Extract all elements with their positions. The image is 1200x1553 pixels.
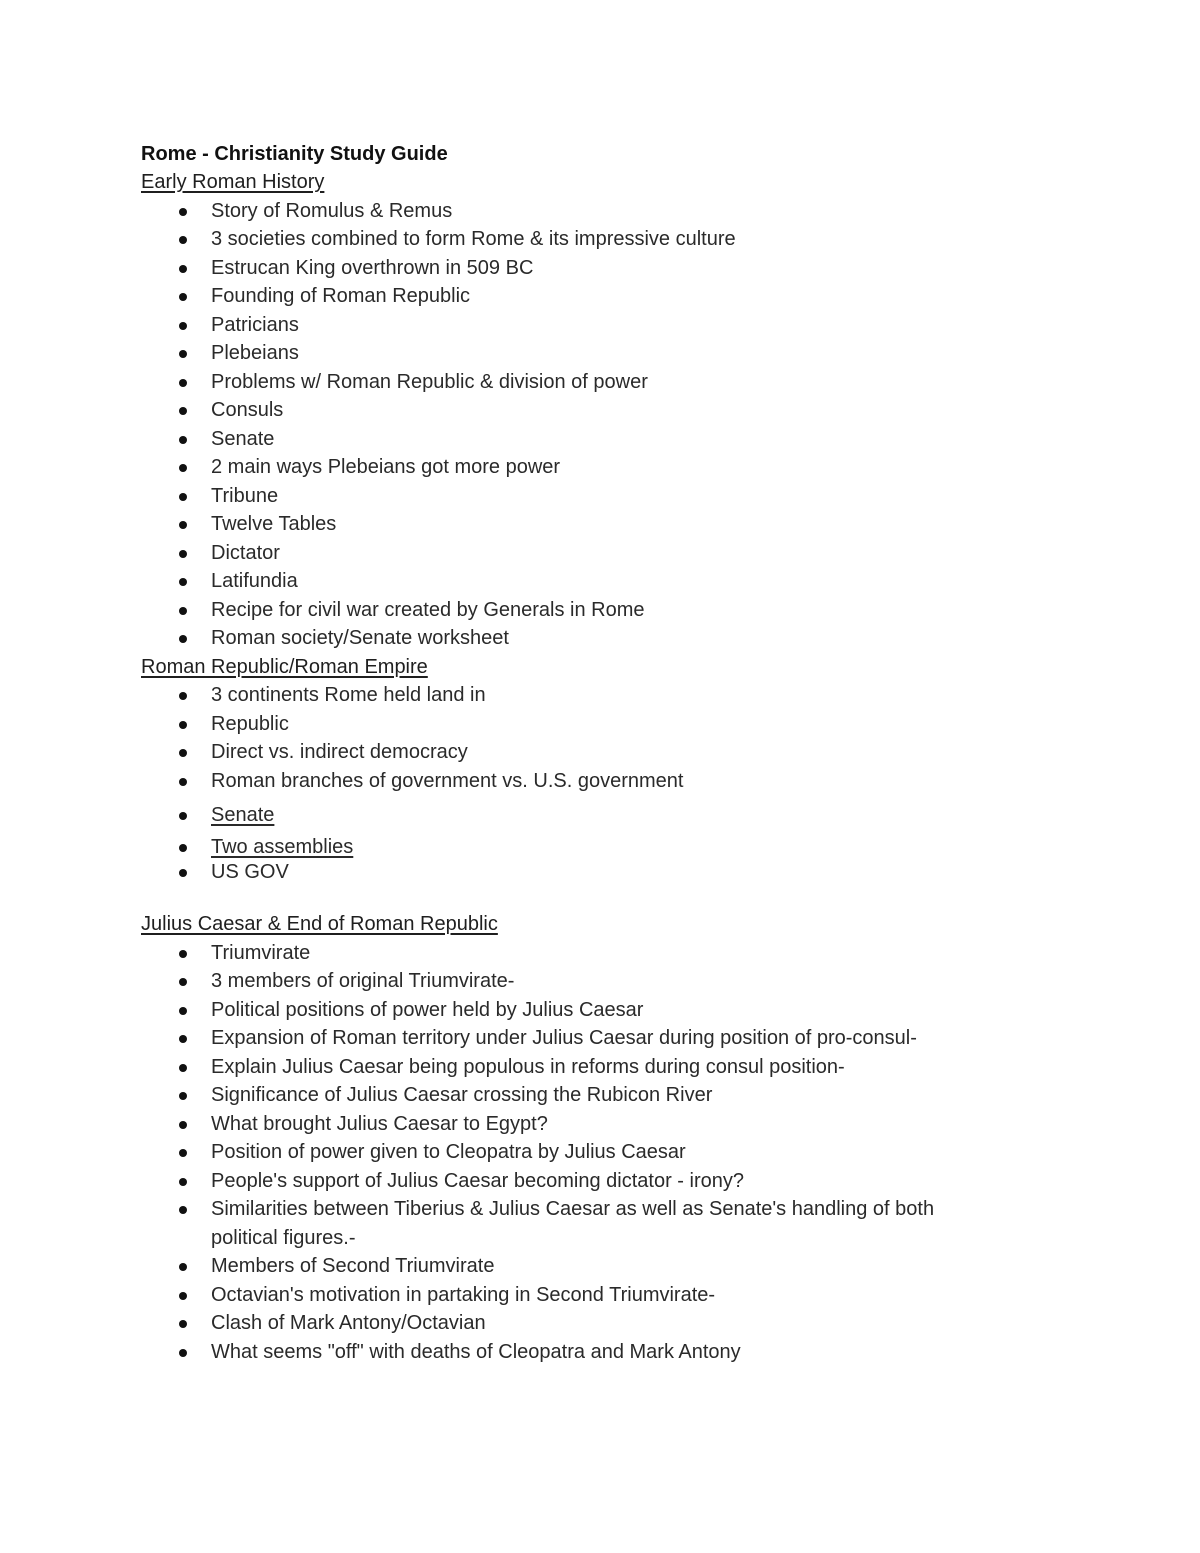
bullet-icon [179,407,187,415]
list-item: Direct vs. indirect democracy [141,738,1041,767]
list-item: Story of Romulus & Remus [141,197,1041,226]
julius-caesar-list [141,939,1041,1367]
list-item: Republic [141,710,1041,739]
list-item: Plebeians [141,339,1041,368]
list-item: Consuls [141,396,1041,425]
list-item: Recipe for civil war created by Generals in Rome [141,596,1041,625]
bullet-icon [179,950,187,958]
bullet-icon [179,1263,187,1271]
bullet-icon [179,350,187,358]
list-item: Members of Second Triumvirate [141,1252,1041,1281]
bullet-icon [179,208,187,216]
bullet-icon [179,869,187,877]
section-heading-julius-caesar: Julius Caesar & End of Roman Republic [141,913,498,935]
bullet-icon [179,721,187,729]
bullet-icon [179,844,187,852]
list-item: 2 main ways Plebeians got more power [141,453,1041,482]
list-item: Explain Julius Caesar being populous in reforms during consul position- [141,1053,1041,1082]
list-item: Estrucan King overthrown in 509 BC [141,254,1041,283]
list-item: Roman society/Senate worksheet [141,624,1041,653]
bullet-icon [179,550,187,558]
list-item: Octavian's motivation in partaking in Second Triumvirate- [141,1281,1041,1310]
bullet-icon [179,635,187,643]
list-item: Tribune [141,482,1041,511]
bullet-icon [179,436,187,444]
page-title: Rome - Christianity Study Guide [141,143,448,165]
list-item: Patricians [141,311,1041,340]
bullet-icon [179,812,187,820]
bullet-icon [179,978,187,986]
bullet-icon [179,1035,187,1043]
bullet-icon [179,493,187,501]
early-roman-history-list [141,197,1041,653]
bullet-icon [179,1007,187,1015]
list-item: What brought Julius Caesar to Egypt? [141,1110,1041,1139]
list-item: Similarities between Tiberius & Julius Caesar as well as Senate's handling of both political figures.- [141,1195,1001,1252]
bullet-icon [179,265,187,273]
bullet-icon [179,521,187,529]
bullet-icon [179,1320,187,1328]
roman-republic-empire-list [141,681,1041,883]
list-item: Latifundia [141,567,1041,596]
list-item: Senate [141,801,1041,830]
bullet-icon [179,1349,187,1357]
bullet-icon [179,778,187,786]
bullet-icon [179,293,187,301]
bullet-icon [179,1149,187,1157]
list-item: Dictator [141,539,1041,568]
list-item: 3 societies combined to form Rome & its impressive culture [141,225,1041,254]
list-item: Triumvirate [141,939,1041,968]
bullet-icon [179,1092,187,1100]
list-item: 3 continents Rome held land in [141,681,1041,710]
list-item: Significance of Julius Caesar crossing the Rubicon River [141,1081,1041,1110]
bullet-icon [179,322,187,330]
section-heading-early-roman-history: Early Roman History [141,171,325,193]
list-item: US GOV [141,861,1041,883]
bullet-icon [179,236,187,244]
list-item: Expansion of Roman territory under Julius Caesar during position of pro-consul- [141,1024,1041,1053]
list-item: Senate [141,425,1041,454]
section-heading-roman-republic-empire: Roman Republic/Roman Empire [141,655,428,678]
document-page [141,140,1041,1366]
bullet-icon [179,607,187,615]
list-item: Clash of Mark Antony/Octavian [141,1309,1041,1338]
bullet-icon [179,749,187,757]
list-item: Twelve Tables [141,510,1041,539]
bullet-icon [179,464,187,472]
bullet-icon [179,578,187,586]
bullet-icon [179,379,187,387]
list-item: Two assemblies [141,833,1041,862]
list-item: Problems w/ Roman Republic & division of power [141,368,1041,397]
bullet-icon [179,692,187,700]
blank-line [141,883,1041,910]
list-item: Position of power given to Cleopatra by Julius Caesar [141,1138,1041,1167]
bullet-icon [179,1064,187,1072]
list-item: Roman branches of government vs. U.S. government [141,767,1041,796]
bullet-icon [179,1292,187,1300]
list-item: What seems "off" with deaths of Cleopatra and Mark Antony [141,1338,1041,1367]
list-item: People's support of Julius Caesar becoming dictator - irony? [141,1167,1041,1196]
bullet-icon [179,1121,187,1129]
bullet-icon [179,1206,187,1214]
list-item: Founding of Roman Republic [141,282,1041,311]
list-item: Political positions of power held by Julius Caesar [141,996,1041,1025]
list-item: 3 members of original Triumvirate- [141,967,1041,996]
bullet-icon [179,1178,187,1186]
